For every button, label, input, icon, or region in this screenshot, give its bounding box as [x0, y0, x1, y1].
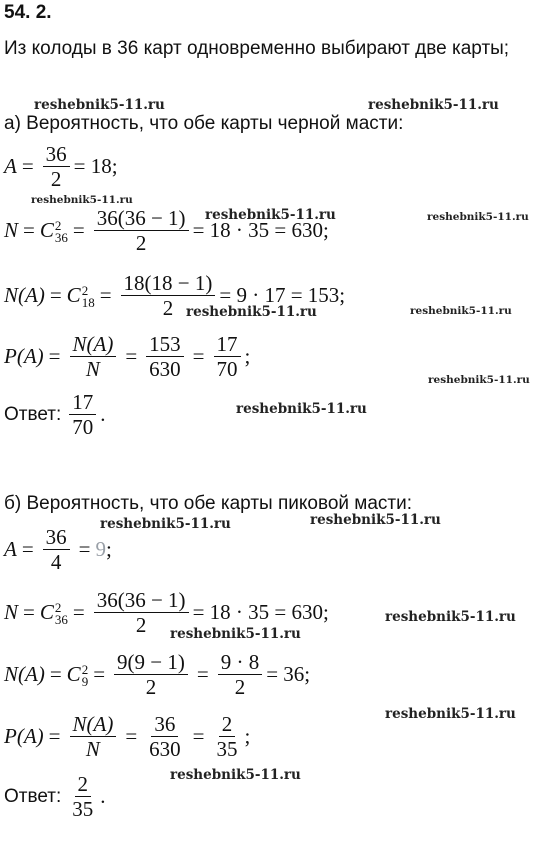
watermark: reshebnik5-11.ru	[170, 767, 301, 783]
part-b-formula-A: A = $\frac{36}{4}$ = 9 ;	[4, 525, 112, 575]
problem-statement: Из колоды в 36 карт одновременно выбирают две карты;	[4, 38, 510, 59]
watermark: reshebnik5-11.ru	[100, 516, 231, 532]
problem-number: 54. 2.	[4, 2, 52, 23]
part-a-formula-PA: P(A) = $\frac{N(A)}{N}$ = $\frac{153}{630}$ = $\frac{17}{70}$ ;	[4, 332, 251, 382]
fraction: $\frac{18(18 - 1)}{2}$	[121, 272, 216, 319]
part-b-heading: б) Вероятность, что обе карты пиковой масти:	[4, 493, 413, 514]
fraction: $\frac{9(9 - 1)}{2}$	[114, 651, 188, 698]
watermark: reshebnik5-11.ru	[368, 97, 499, 113]
part-a-formula-NA: N(A) = C 2 18 = $\frac{18(18 - 1)}{2}$ = 9 · 17 = 153;	[4, 271, 346, 321]
part-b-formula-N: N = C 2 36 = $\frac{36(36 - 1)}{2}$ = 18 · 35 = 630;	[4, 588, 329, 638]
part-b-answer: Ответ: $\frac{2}{35}$ .	[4, 772, 106, 822]
fraction: $\frac{36}{630}$	[149, 712, 181, 762]
watermark: reshebnik5-11.ru	[310, 512, 441, 528]
watermark: reshebnik5-11.ru	[428, 374, 530, 386]
fraction: $\frac{36(36 - 1)}{2}$	[94, 589, 189, 636]
watermark: reshebnik5-11.ru	[34, 97, 165, 113]
watermark: reshebnik5-11.ru	[385, 609, 516, 625]
part-b-formula-PA: P(A) = $\frac{N(A)}{N}$ = $\frac{36}{630}$ = $\frac{2}{35}$ ;	[4, 712, 251, 762]
watermark: reshebnik5-11.ru	[31, 194, 133, 206]
watermark: reshebnik5-11.ru	[186, 304, 317, 320]
part-a-answer: Ответ: $\frac{17}{70}$ .	[4, 390, 106, 440]
watermark: reshebnik5-11.ru	[385, 706, 516, 722]
fraction: $\frac{36}{4}$	[43, 526, 70, 573]
watermark: reshebnik5-11.ru	[427, 211, 529, 223]
fraction: $\frac{36(36 - 1)}{2}$	[94, 207, 189, 254]
part-a-heading: а) Вероятность, что обе карты черной масти:	[4, 113, 404, 134]
part-b-formula-NA: N(A) = C 2 9 = $\frac{9(9 - 1)}{2}$ = $\frac{9 \cdot 8}{2}$ = 36;	[4, 650, 311, 700]
part-a-formula-A: A = $\frac{36}{2}$ = 18;	[4, 142, 118, 192]
fraction: $\frac{2}{35}$	[72, 772, 94, 822]
fraction: $\frac{36}{2}$	[43, 143, 70, 190]
fraction: $\frac{153}{630}$	[146, 333, 184, 380]
watermark: reshebnik5-11.ru	[236, 401, 367, 417]
fraction: $\frac{9 \cdot 8}{2}$	[218, 651, 263, 698]
fraction: $\frac{N(A)}{N}$	[70, 713, 117, 760]
fraction: $\frac{17}{70}$	[69, 391, 96, 438]
part-a-formula-N: N = C 2 36 = $\frac{36(36 - 1)}{2}$ = 18 · 35 = 630;	[4, 206, 329, 256]
fraction: $\frac{N(A)}{N}$	[70, 333, 117, 380]
fraction: $\frac{2}{35}$	[216, 712, 238, 762]
fraction: $\frac{17}{70}$	[214, 333, 241, 380]
watermark: reshebnik5-11.ru	[205, 207, 336, 223]
watermark: reshebnik5-11.ru	[410, 305, 512, 317]
watermark: reshebnik5-11.ru	[170, 626, 301, 642]
